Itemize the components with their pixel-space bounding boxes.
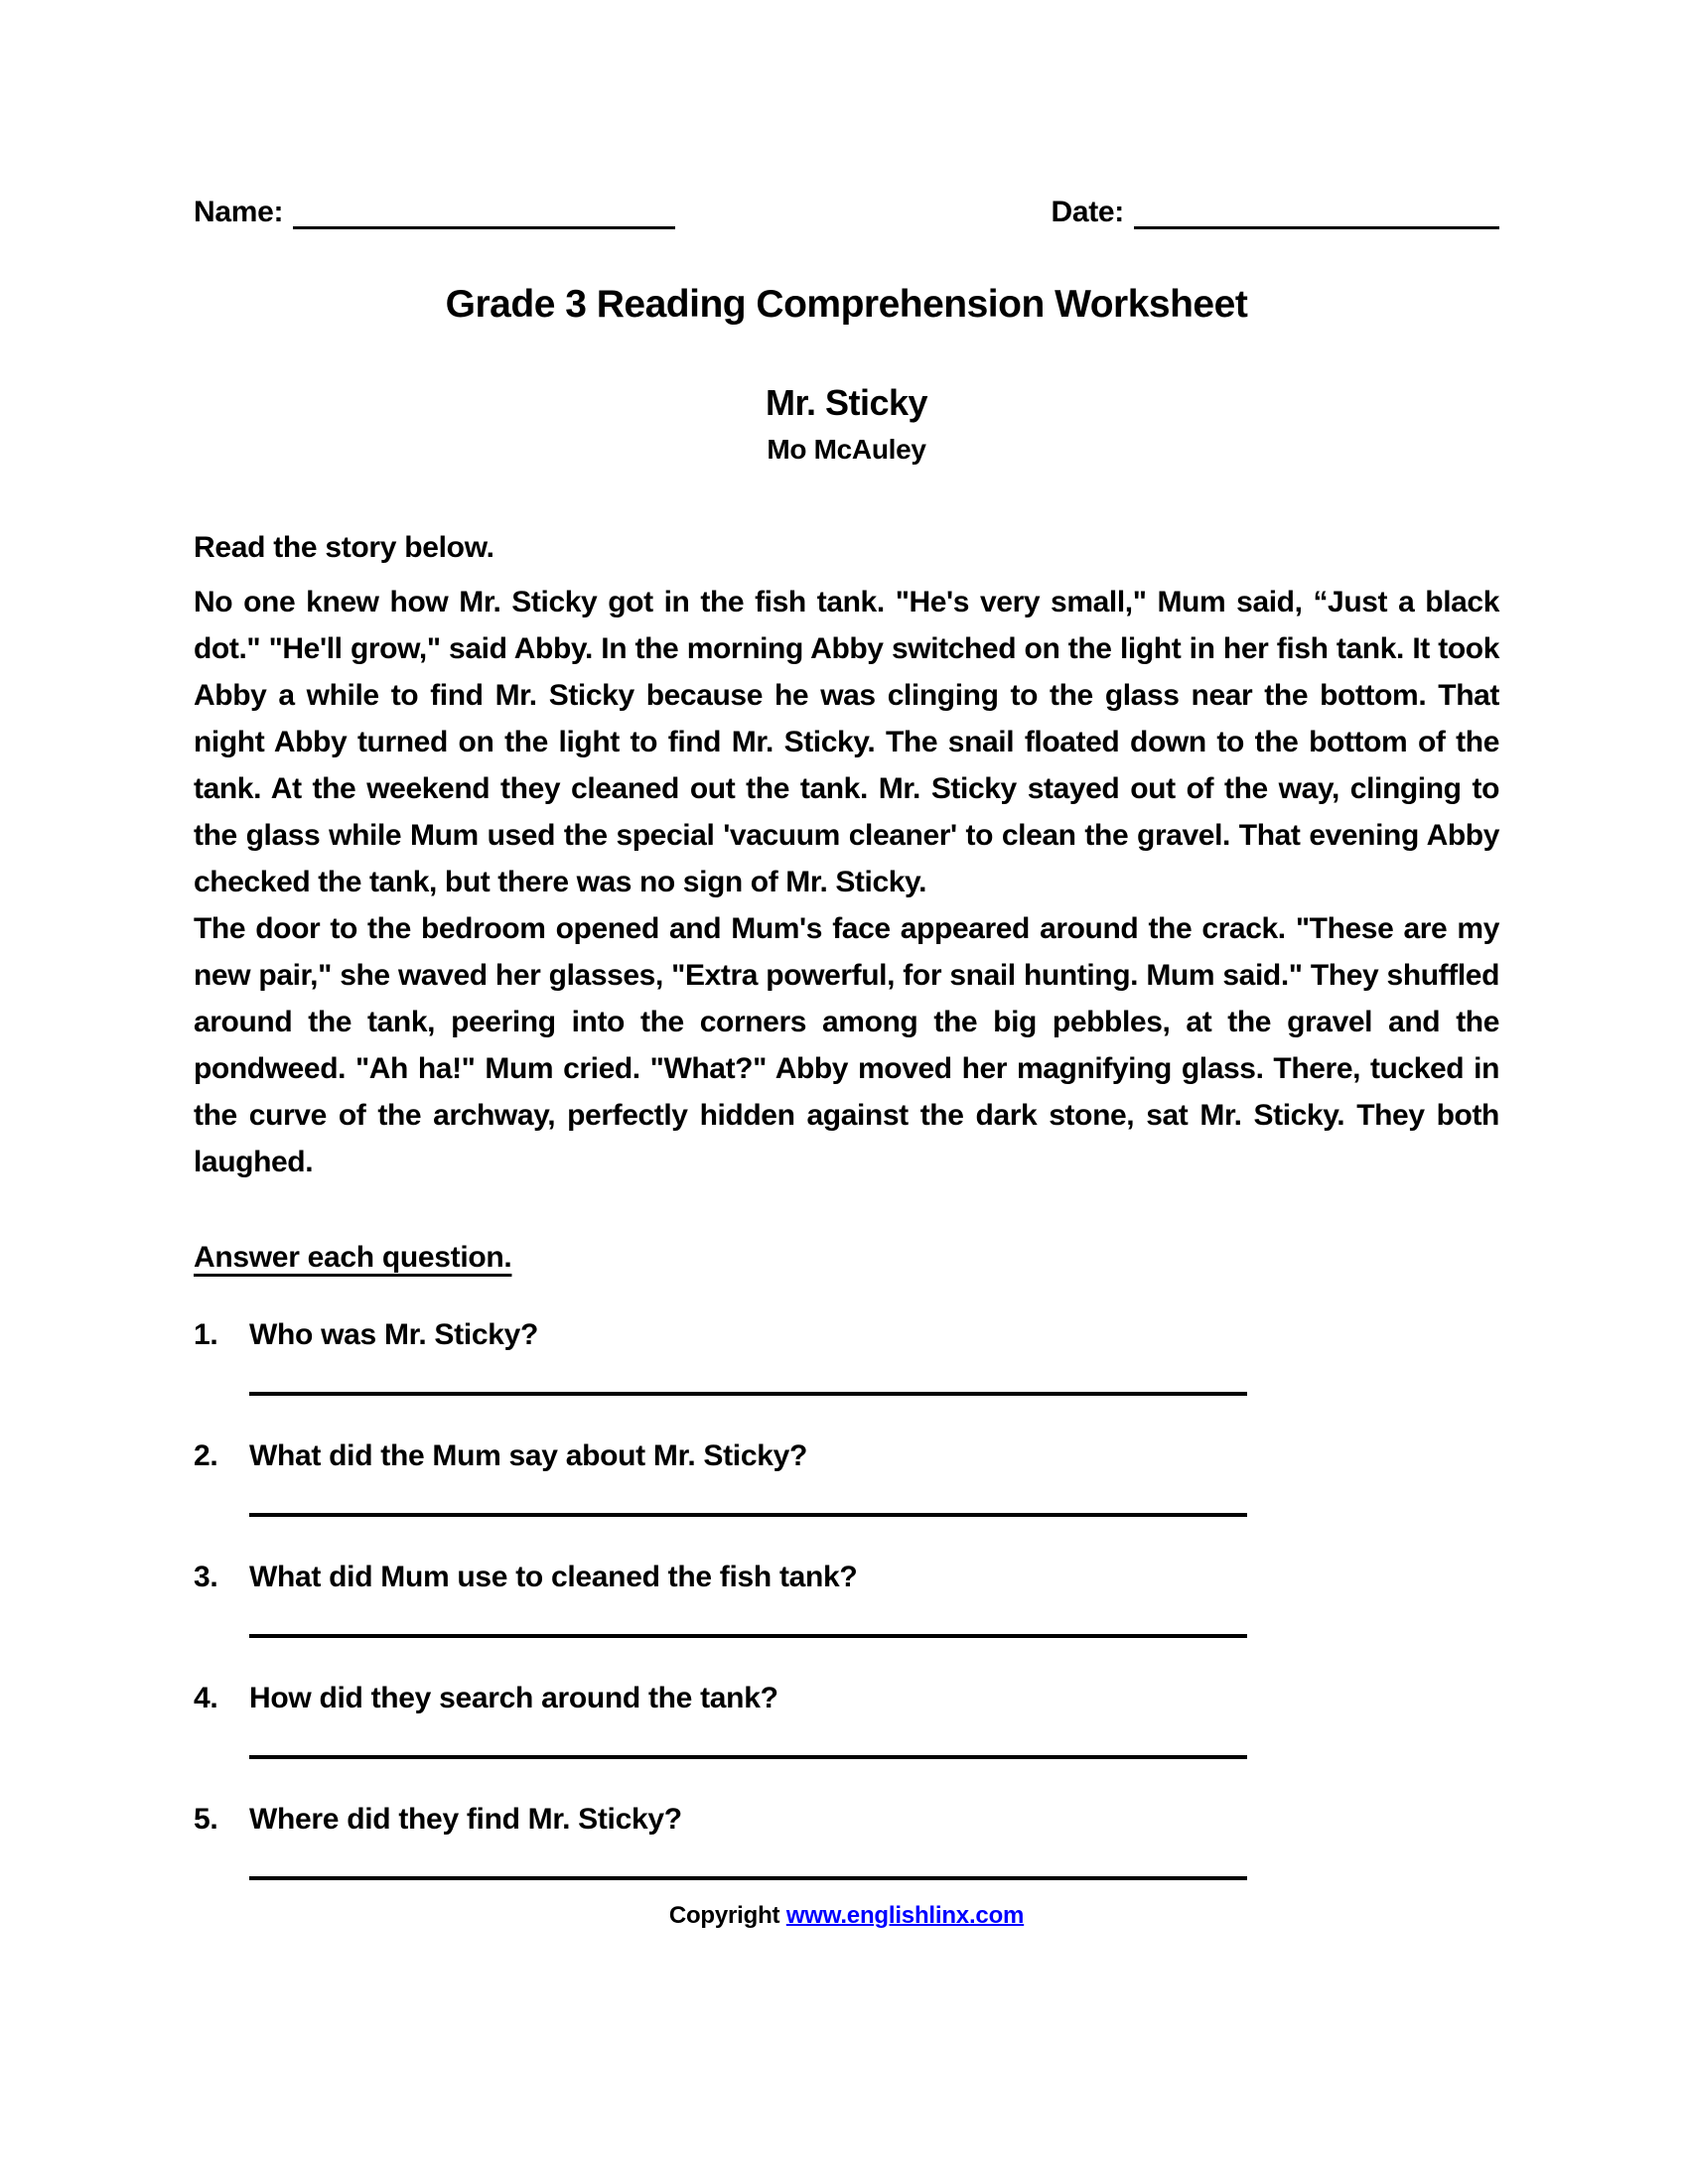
copyright-link[interactable]: www.englishlinx.com: [785, 1902, 1025, 1929]
story-text: [194, 579, 1499, 1185]
answer-instruction: Answer each question.: [194, 1241, 512, 1274]
answer-line-2: [249, 1513, 1247, 1517]
question-2: [194, 1439, 1499, 1473]
question-block-5: [194, 1803, 1499, 1880]
date-label: Date:: [1051, 196, 1124, 228]
question-block-2: [194, 1439, 1499, 1517]
copyright-label: Copyright: [668, 1902, 780, 1929]
question-5: [194, 1803, 1499, 1837]
question-5-text: Where did they find Mr. Sticky?: [249, 1803, 682, 1836]
question-4-text: How did they search around the tank?: [249, 1682, 778, 1714]
question-4: [194, 1682, 1499, 1715]
answer-line-5: [249, 1876, 1247, 1880]
story-title: Mr. Sticky: [765, 382, 928, 423]
question-1-text: Who was Mr. Sticky?: [249, 1318, 539, 1351]
answer-line-1: [249, 1392, 1247, 1396]
question-1: [194, 1318, 1499, 1352]
date-blank-line: [1134, 195, 1499, 229]
story-paragraph-2: The door to the bedroom opened and Mum's face appeared around the crack. "These are my new pair," she waved her glasses, "Extra powerful, for snail hunting. Mum said." They shuffled around the tank, peering into the corners among the big pebbles, at the gravel and the pondweed. "Ah ha!" Mum cried. "What?" Abby moved her magnifying glass. There, tucked in the curve of the archway, perfectly hidden against the dark stone, sat Mr. Sticky. They both laughed.: [194, 912, 1499, 1178]
question-2-number: 2.: [194, 1439, 218, 1472]
worksheet-title: Grade 3 Reading Comprehension Worksheet: [445, 283, 1248, 326]
answer-line-4: [249, 1755, 1247, 1759]
read-instruction: Read the story below.: [194, 531, 494, 564]
footer: [194, 1902, 1499, 1930]
question-3-text: What did Mum use to cleaned the fish tank?: [249, 1561, 858, 1593]
question-3: [194, 1561, 1499, 1594]
story-author: Mo McAuley: [767, 434, 926, 465]
story-paragraph-1: No one knew how Mr. Sticky got in the fish tank. "He's very small," Mum said, “Just a black dot." "He'll grow," said Abby. In the morning Abby switched on the light in her fish tank. It took Abby a while to find Mr. Sticky because he was clinging to the glass near the bottom. That night Abby turned on the light to find Mr. Sticky. The snail floated down to the bottom of the tank. At the weekend they cleaned out the tank. Mr. Sticky stayed out of the way, clinging to the glass while Mum used the special 'vacuum cleaner' to clean the gravel. That evening Abby checked the tank, but there was no sign of Mr. Sticky.: [194, 586, 1499, 898]
name-label: Name:: [194, 196, 284, 228]
question-block-4: [194, 1682, 1499, 1759]
question-block-1: [194, 1318, 1499, 1396]
name-field: [194, 195, 675, 229]
question-2-text: What did the Mum say about Mr. Sticky?: [249, 1439, 807, 1472]
answer-line-3: [249, 1634, 1247, 1638]
question-3-number: 3.: [194, 1561, 218, 1593]
name-blank-line: [293, 195, 675, 229]
question-5-number: 5.: [194, 1803, 218, 1836]
date-field: [1051, 195, 1499, 229]
question-4-number: 4.: [194, 1682, 218, 1714]
header-row: [194, 195, 1499, 229]
question-1-number: 1.: [194, 1318, 218, 1351]
question-block-3: [194, 1561, 1499, 1638]
